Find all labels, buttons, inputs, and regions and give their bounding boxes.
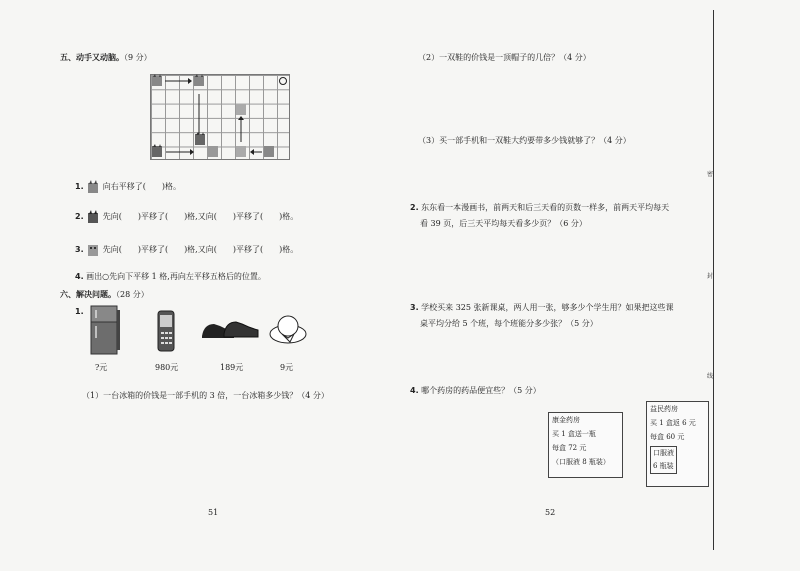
question-number: 4. [75,272,84,281]
binding-mark: 线 [707,370,713,381]
question-2-right [410,202,669,213]
section-6-title [60,289,149,300]
sub-question-1: （1）一台冰箱的价钱是一部手机的 3 倍，一台冰箱多少钱？（4 分） [82,391,329,400]
problem-number: 1. [75,307,84,316]
pharmacy-kangjin [548,412,623,478]
section-points: （28 分） [116,290,149,299]
pharmacy-package: （口服液 8 瓶装） [552,458,610,466]
cat-icon-dark-moved [195,132,205,145]
question-3 [75,243,298,257]
pharmacy-package: 口服液 [653,449,674,457]
cat-icon-start [152,74,162,86]
binding-line [713,10,714,550]
section-title-text: 六、解决问题。 [60,290,116,299]
toy-icon [86,243,100,257]
cat-icon [86,180,100,194]
question-4-right [410,385,541,396]
phone-icon [155,310,177,352]
hat-icon [268,312,308,346]
cat-icon-moved [194,74,204,86]
pharmacy-yimin [646,401,709,487]
cat-icon-dark [152,144,162,157]
price-phone: 980元 [155,363,179,372]
question-text: 画出○先向下平移 1 格,再向左平移五格后的位置。 [86,272,266,281]
question-number: 2. [75,212,84,221]
binding-mark: 封 [707,270,713,281]
page-number-left: 51 [208,508,219,517]
question-number: 3. [410,303,419,312]
shoes-icon [200,316,260,342]
pharmacy-name: 益民药房 [650,405,678,413]
section-title-text: 五、动手又动脑。 [60,53,124,62]
grid-figures [150,74,290,160]
question-text-line2: 桌平均分给 5 个班，每个班能分多少张？（5 分） [420,319,598,328]
price-hat: 9元 [280,363,294,372]
section-5-title [60,52,152,63]
question-text: 向右平移了( )格。 [102,182,181,191]
pharmacy-offer: 买 1 盒返 6 元 [650,419,696,427]
question-number: 2. [410,203,419,212]
price-shoes: 189元 [220,363,244,372]
question-text-line1: 学校买来 325 张新课桌，两人用一张，够多少个学生用？如果把这些课 [421,303,674,312]
pharmacy-price: 每盒 60 元 [650,433,685,441]
question-number: 1. [75,182,84,191]
question-text: 哪个药房的药品便宜些？（5 分） [421,386,541,395]
question-text: 先向( )平移了( )格,又向( )平移了( )格。 [102,245,299,254]
binding-mark: 密 [707,168,713,179]
question-4 [75,271,266,282]
price-refrigerator: ?元 [95,363,108,372]
pharmacy-name: 康金药房 [552,416,580,424]
question-text: 先向( )平移了( )格,又向( )平移了( )格。 [102,212,299,221]
sub-question-2: （2）一双鞋的价钱是一顶帽子的几倍？（4 分） [418,53,591,62]
pharmacy-package-count: 6 瓶装 [653,462,674,470]
circle-icon [280,78,287,85]
pharmacy-package-box [650,446,677,474]
pharmacy-offer: 买 1 盒送一瓶 [552,430,596,438]
cat-dark-icon [86,210,100,224]
question-text-line1: 东东看一本漫画书，前两天和后三天看的页数一样多，前两天平均每天 [421,203,670,212]
question-number: 3. [75,245,84,254]
sub-question-3: （3）买一部手机和一双鞋大约要带多少钱就够了？（4 分） [418,136,631,145]
question-text-line2: 看 39 页，后三天平均每天看多少页？（6 分） [420,219,587,228]
refrigerator-icon [88,304,122,356]
question-1 [75,180,181,194]
pharmacy-price: 每盒 72 元 [552,444,587,452]
question-2 [75,210,298,224]
page-number-right: 52 [545,508,556,517]
question-3-right [410,302,674,313]
question-number: 4. [410,386,419,395]
section-points: （9 分） [124,53,152,62]
